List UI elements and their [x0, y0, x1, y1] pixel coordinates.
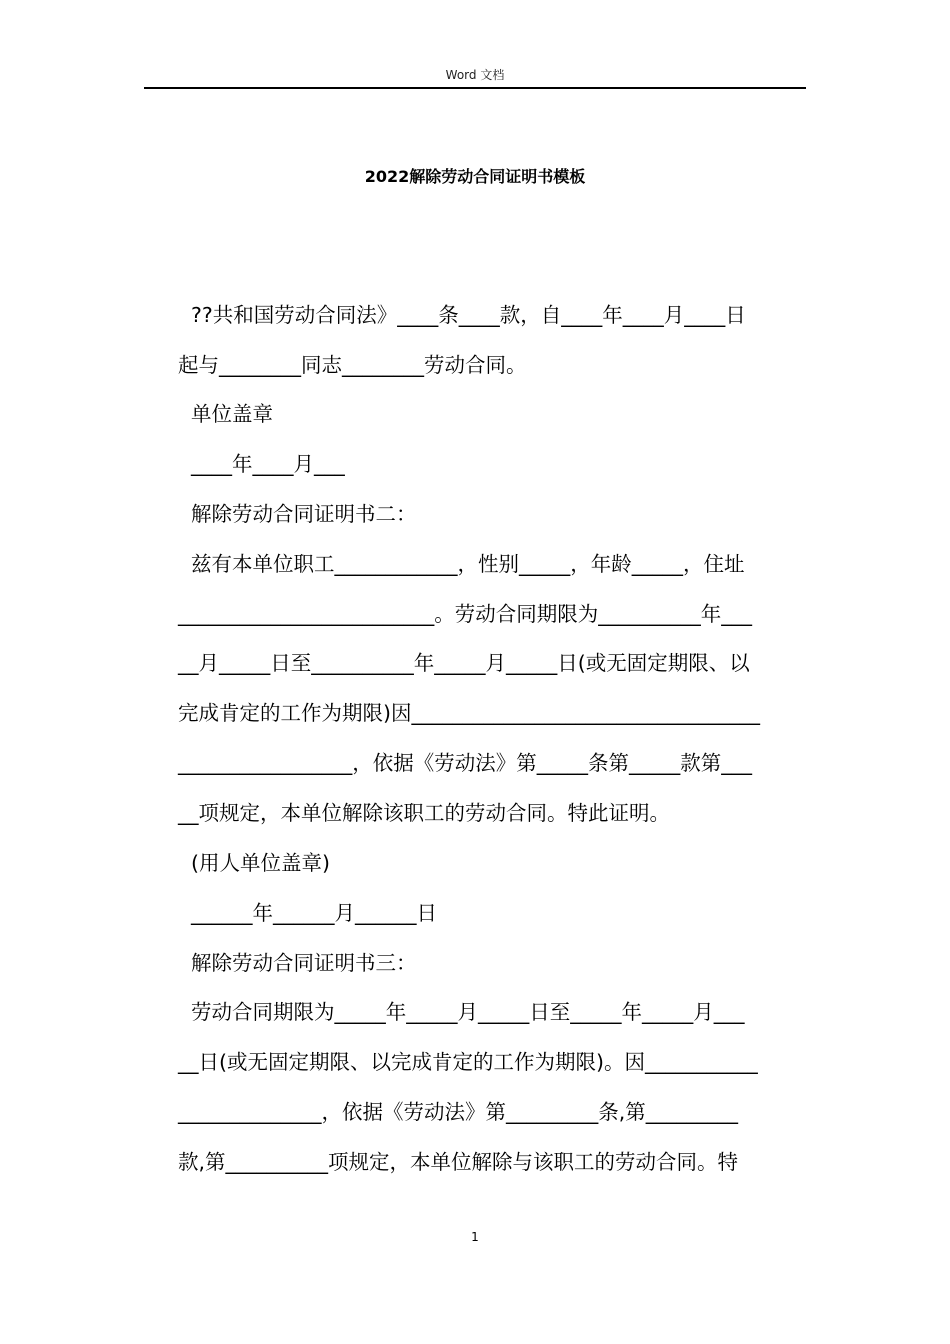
- body-line-5: 解除劳动合同证明书二：: [178, 502, 417, 526]
- page-header: Word 文档: [445, 68, 505, 82]
- body-line-12: (用人单位盖章): [178, 851, 331, 875]
- body-line-2: 起与________同志________劳动合同。: [178, 353, 527, 377]
- body-line-3: 单位盖章: [178, 402, 274, 426]
- page-number: 1: [471, 1230, 479, 1244]
- body-line-18: 款,第__________项规定，本单位解除与该职工的劳动合同。特: [178, 1150, 739, 1174]
- header-divider: [144, 87, 806, 89]
- body-line-16: __日(或无固定期限、以完成肯定的工作为期限)。因___________: [178, 1050, 758, 1074]
- body-line-10: _________________，依据《劳动法》第_____条第_____款第___: [178, 751, 752, 775]
- body-line-1: ??共和国劳动合同法》____条____款，自____年____月____日: [178, 303, 746, 327]
- body-line-17: ______________，依据《劳动法》第_________条,第_________: [178, 1100, 739, 1124]
- body-line-15: 劳动合同期限为_____年_____月_____日至_____年_____月___: [178, 1000, 745, 1024]
- body-line-14: 解除劳动合同证明书三：: [178, 951, 417, 975]
- body-line-8: __月_____日至__________年_____月_____日(或无固定期限、以: [178, 651, 750, 675]
- body-line-6: 兹有本单位职工____________，性别_____，年龄_____，住址: [178, 552, 745, 576]
- body-line-13: ______年______月______日: [178, 901, 438, 925]
- body-line-9: 完成肯定的工作为期限)因__________________________________: [178, 701, 760, 725]
- document-title: 2022解除劳动合同证明书模板: [364, 167, 586, 186]
- body-line-4: ____年____月___: [178, 452, 345, 476]
- body-line-7: _________________________。劳动合同期限为__________年___: [178, 602, 752, 626]
- body-line-11: __项规定，本单位解除该职工的劳动合同。特此证明。: [178, 801, 670, 825]
